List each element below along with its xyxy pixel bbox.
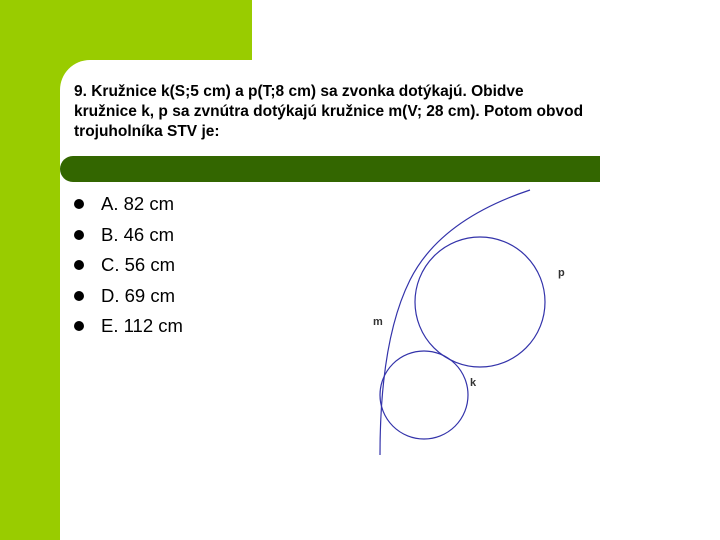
answer-label: A. 82 cm <box>101 193 174 214</box>
bullet-icon <box>74 321 84 331</box>
question-line-1: 9. Kružnice k(S;5 cm) a p(T;8 cm) sa zvonka dotýkajú. Obidve <box>74 83 524 100</box>
circles-diagram <box>340 180 590 470</box>
label-m: m <box>373 316 383 328</box>
question-text <box>74 82 684 142</box>
answer-label: E. 112 cm <box>101 315 183 336</box>
answer-label: D. 69 cm <box>101 284 176 306</box>
bullet-icon <box>74 199 84 209</box>
circle-k <box>380 351 468 439</box>
bullet-icon <box>74 260 84 270</box>
label-k: k <box>470 377 477 389</box>
answer-label: B. 46 cm <box>101 223 174 245</box>
circle-p <box>415 237 545 367</box>
label-p: p <box>558 267 565 279</box>
question-line-3: trojuholníka STV je: <box>74 123 220 140</box>
bullet-icon <box>74 230 84 240</box>
title-separator-bar <box>60 156 600 182</box>
circle-m-arc <box>380 190 530 455</box>
header-white-area <box>252 0 720 60</box>
question-line-2: kružnice k, p sa zvnútra dotýkajú kružnice m(V; 28 cm). Potom obvod <box>74 103 584 120</box>
bullet-icon <box>74 291 84 301</box>
answer-label: C. 56 cm <box>101 254 176 275</box>
